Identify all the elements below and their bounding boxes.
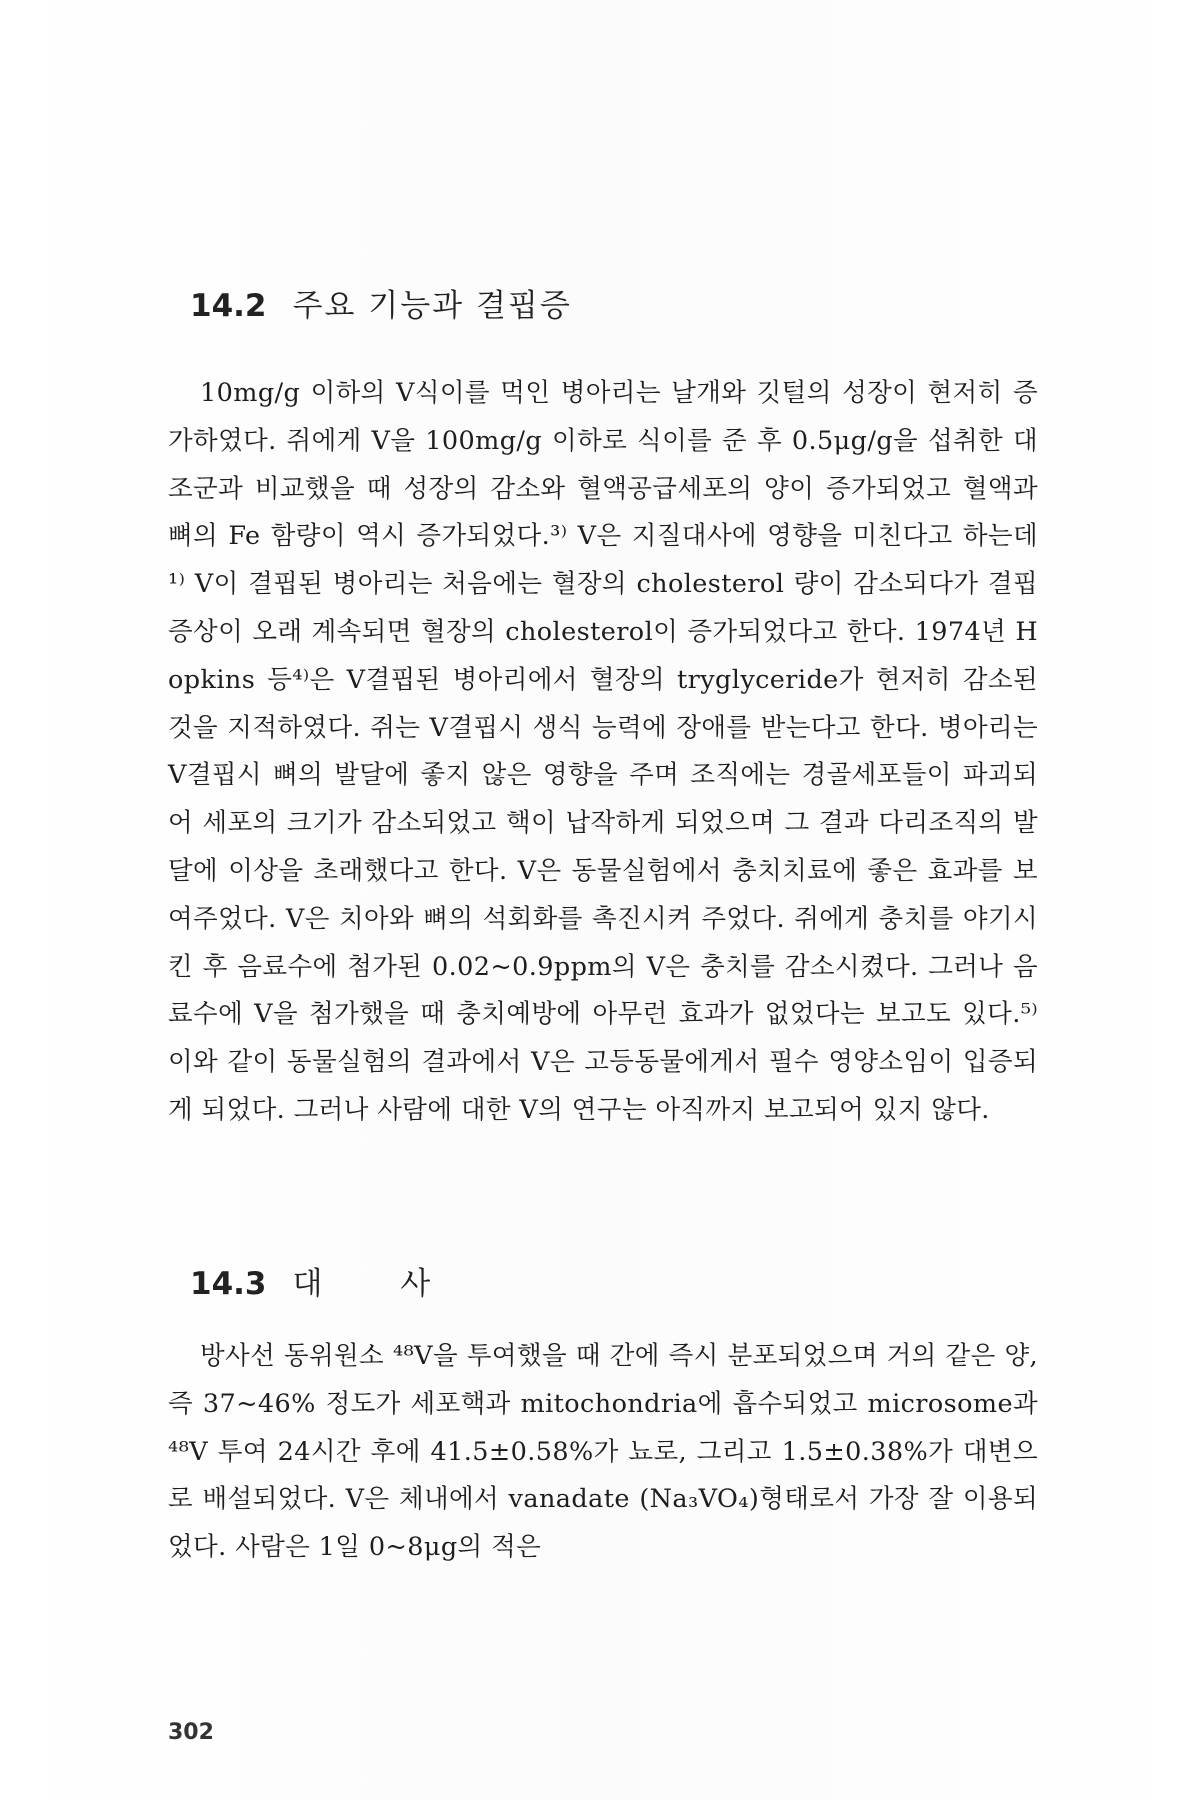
section-title: 대 사 (292, 1266, 465, 1302)
body-paragraph-functions: 10mg/g 이하의 V식이를 먹인 병아리는 날개와 깃털의 성장이 현저히 증가하였다. 쥐에게 V을 100mg/g 이하로 식이를 준 후 0.5μg/g을 섭취한 대조군과 비교했을 때 성장의 감소와 혈액공급세포의 양이 증가되었고 혈액과 뼈의 Fe 함량이 역시 증가되었다.³⁾ V은 지질대사에 영향을 미친다고 하는데¹⁾ V이 결핍된 병아리는 처음에는 혈장의 cholesterol 량이 감소되다가 결핍증상이 오래 계속되면 혈장의 cholesterol이 증가되었다고 한다. 1974년 Hopkins 등⁴⁾은 V결핍된 병아리에서 혈장의 tryglyceride가 현저히 감소된 것을 지적하였다. 쥐는 V결핍시 생식 능력에 장애를 받는다고 한다. 병아리는 V결핍시 뼈의 발달에 좋지 않은 영향을 주며 조직에는 경골세포들이 파괴되어 세포의 크기가 감소되었고 핵이 납작하게 되었으며 그 결과 다리조직의 발달에 이상을 초래했다고 한다. V은 동물실험에서 충치치료에 좋은 효과를 보여주었다. V은 치아와 뼈의 석회화를 촉진시켜 주었다. 쥐에게 충치를 야기시킨 후 음료수에 첨가된 0.02~0.9ppm의 V은 충치를 감소시켰다. 그러나 음료수에 V을 첨가했을 때 충치예방에 아무런 효과가 없었다는 보고도 있다.⁵⁾ 이와 같이 동물실험의 결과에서 V은 고등동물에게서 필수 영양소임이 입증되게 되었다. 그러나 사람에 대한 V의 연구는 아직까지 보고되어 있지 않다. (168, 378, 1038, 1125)
page-number: 302 (168, 1720, 214, 1745)
section-number: 14.3 (190, 1266, 267, 1302)
section-heading-14-3 (190, 1258, 464, 1303)
body-paragraph-metabolism: 방사선 동위원소 ⁴⁸V을 투여했을 때 간에 즉시 분포되었으며 거의 같은 양, 즉 37~46% 정도가 세포핵과 mitochondria에 흡수되었고 microsome과 ⁴⁸V 투여 24시간 후에 41.5±0.58%가 뇨로, 그리고 1.5±0.38%가 대변으로 배설되었다. V은 체내에서 vanadate (Na₃VO₄)형태로서 가장 잘 이용되었다. 사람은 1일 0~8μg의 적은 (168, 1341, 1038, 1563)
section-number: 14.2 (190, 288, 267, 324)
section-heading-14-2 (190, 280, 572, 325)
section-title: 주요 기능과 결핍증 (292, 288, 572, 324)
